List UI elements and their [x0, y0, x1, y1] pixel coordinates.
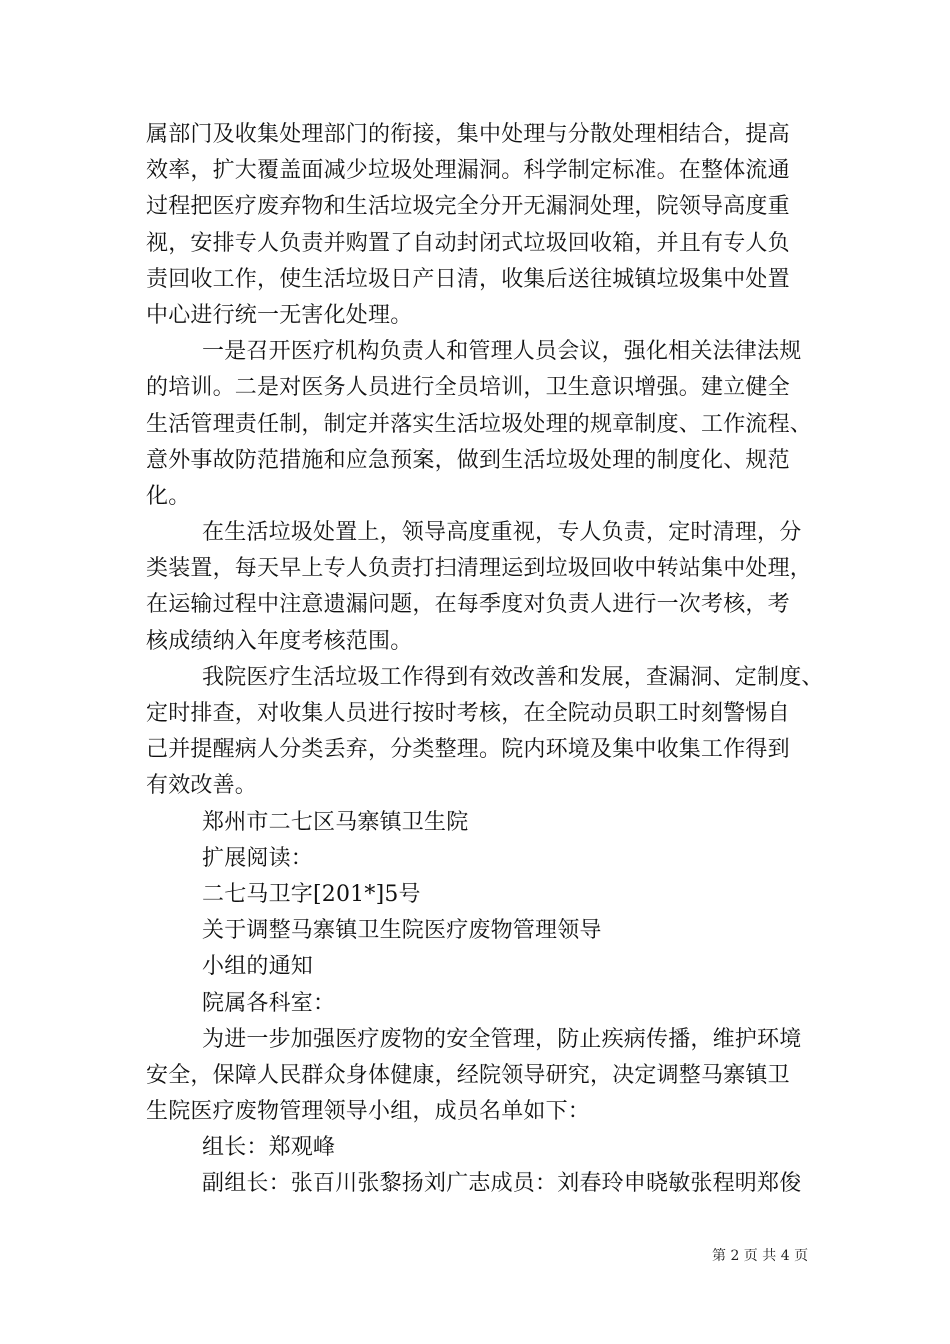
- text-line-4: 视，安排专人负责并购置了自动封闭式垃圾回收箱，并且有专人负: [146, 230, 790, 256]
- text-line-13: 类装置，每天早上专人负责打扫清理运到垃圾回收中转站集中处理，: [146, 556, 813, 582]
- text-line-3: 过程把医疗废弃物和生活垃圾完全分开无漏洞处理，院领导高度重: [146, 194, 790, 220]
- document-number: 二七马卫字[201*]5号: [202, 881, 421, 907]
- notice-title-line-1: 关于调整马寨镇卫生院医疗废物管理领导: [202, 918, 602, 944]
- text-line-28: 生院医疗废物管理领导小组，成员名单如下：: [146, 1099, 591, 1125]
- text-line-18: 己并提醒病人分类丢弃，分类整理。院内环境及集中收集工作得到: [146, 737, 790, 763]
- text-line-26: 为进一步加强医疗废物的安全管理，防止疾病传播，维护环境: [202, 1026, 802, 1052]
- text-line-7: 一是召开医疗机构负责人和管理人员会议，强化相关法律法规: [202, 339, 802, 365]
- notice-title-line-2: 小组的通知: [202, 954, 314, 980]
- text-line-10: 意外事故防范措施和应急预案，做到生活垃圾处理的制度化、规范: [146, 447, 790, 473]
- document-body: [146, 117, 824, 1203]
- text-line-9: 生活管理责任制，制定并落实生活垃圾处理的规章制度、工作流程、: [146, 411, 813, 437]
- signature-line: 郑州市二七区马寨镇卫生院: [202, 809, 469, 835]
- text-line-6: 中心进行统一无害化处理。: [146, 302, 413, 328]
- text-line-8: 的培训。二是对医务人员进行全员培训，卫生意识增强。建立健全: [146, 375, 790, 401]
- text-line-16: 我院医疗生活垃圾工作得到有效改善和发展，查漏洞、定制度、: [202, 664, 824, 690]
- text-line-2: 效率，扩大覆盖面减少垃圾处理漏洞。科学制定标准。在整体流通: [146, 158, 790, 184]
- recipient-line: 院属各科室：: [202, 990, 336, 1016]
- text-line-17: 定时排查，对收集人员进行按时考核，在全院动员职工时刻警惕自: [146, 701, 790, 726]
- text-line-27: 安全，保障人民群众身体健康，经院领导研究，决定调整马寨镇卫: [146, 1062, 790, 1088]
- text-line-11: 化。: [146, 483, 191, 509]
- deputy-leader-line: 副组长：张百川张黎扬刘广志成员：刘春玲申晓敏张程明郑俊: [202, 1171, 802, 1197]
- text-line-1: 属部门及收集处理部门的衔接，集中处理与分散处理相结合，提高: [146, 122, 790, 147]
- page-number-footer: 第 2 页 共 4 页: [712, 1248, 809, 1264]
- extended-reading-label: 扩展阅读：: [202, 845, 314, 871]
- text-line-15: 核成绩纳入年度考核范围。: [146, 628, 413, 654]
- leader-line: 组长：郑观峰: [202, 1135, 336, 1161]
- text-line-12: 在生活垃圾处置上，领导高度重视，专人负责，定时清理，分: [202, 520, 802, 546]
- text-line-19: 有效改善。: [146, 773, 258, 799]
- text-line-5: 责回收工作，使生活垃圾日产日清，收集后送往城镇垃圾集中处置: [146, 266, 790, 292]
- text-line-14: 在运输过程中注意遗漏问题，在每季度对负责人进行一次考核，考: [146, 592, 790, 618]
